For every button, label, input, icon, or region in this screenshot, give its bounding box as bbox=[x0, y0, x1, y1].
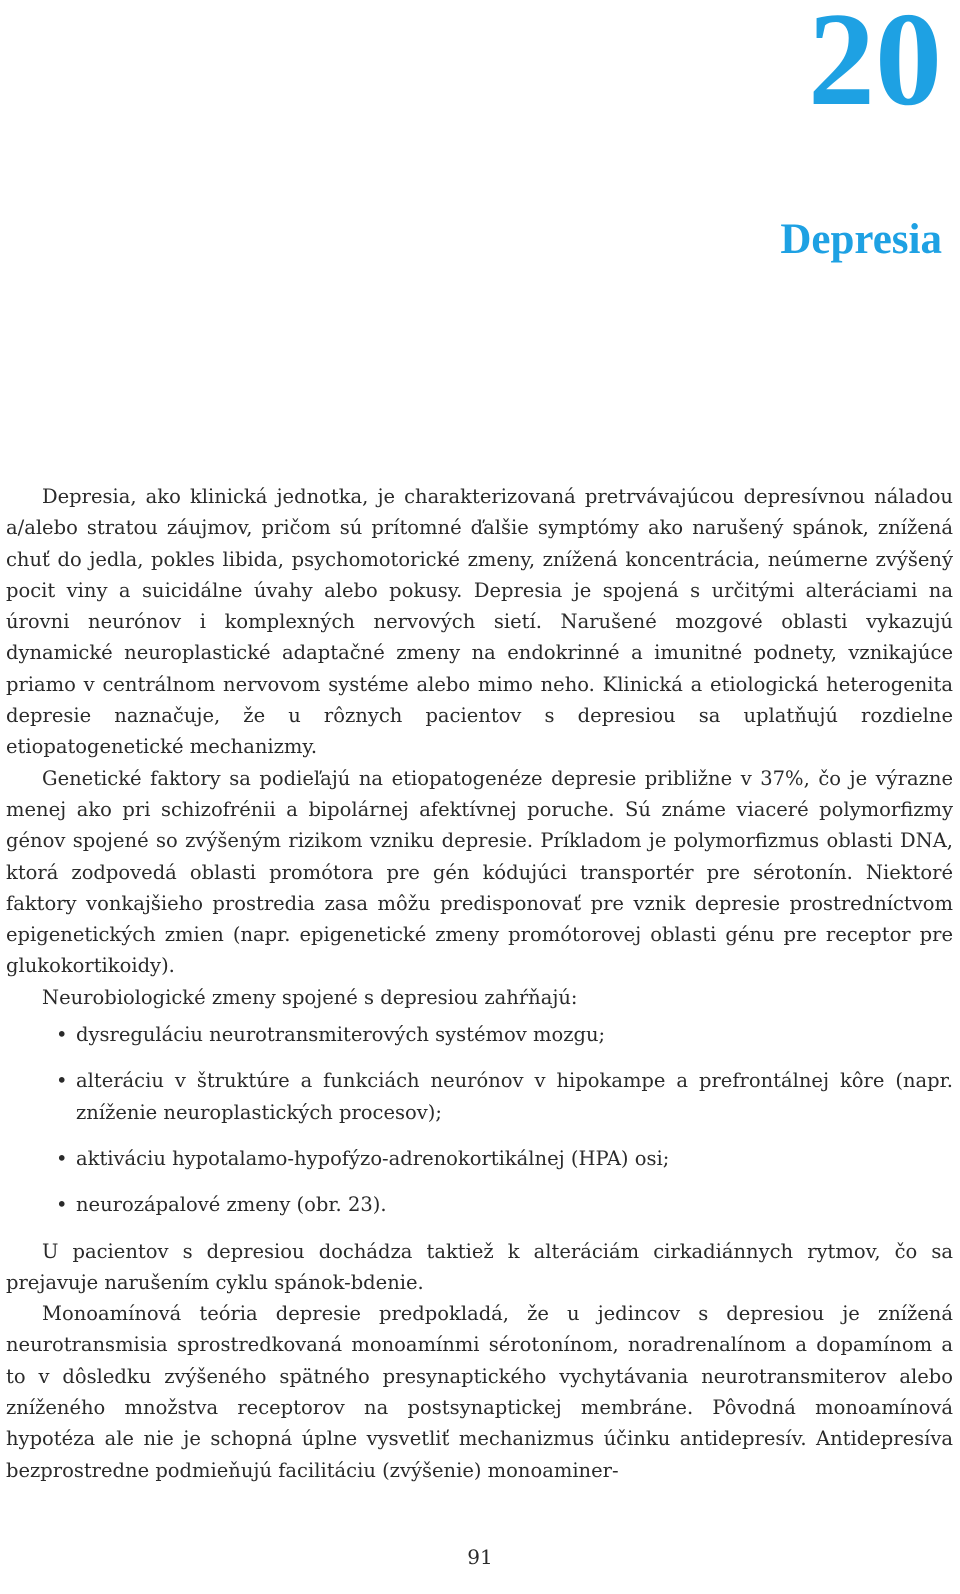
chapter-number: 20 bbox=[808, 0, 942, 133]
list-item-text: dysreguláciu neurotransmiterových systémov mozgu; bbox=[76, 1023, 606, 1047]
list-item-text: alteráciu v štruktúre a funkciách neurónov v hipokampe a prefrontálnej kôre (napr. zníženie neuroplastických procesov); bbox=[76, 1069, 953, 1124]
list-item bbox=[56, 1143, 953, 1174]
page-number: 91 bbox=[467, 1545, 493, 1569]
chapter-body bbox=[6, 481, 953, 1486]
paragraph-circadian: U pacientov s depresiou dochádza taktiež k alteráciám cirkadiánnych rytmov, čo sa prejavuje narušením cyklu spánok-bdenie. bbox=[6, 1239, 953, 1294]
paragraph-list-intro: Neurobiologické zmeny spojené s depresiou zahŕňajú: bbox=[42, 985, 578, 1009]
paragraph-intro: Depresia, ako klinická jednotka, je charakterizovaná pretrvávajúcou depresívnou náladou a/alebo stratou záujmov, pričom sú prítomné ďalšie symptómy ako narušený spánok, znížená chuť do jedla, pokles libida, psychomotorické zmeny, znížená koncentrácia, neúmerne zvýšený pocit viny a suicidálne úvahy alebo pokusy. Depresia je spojená s určitými alteráciami na úrovni neurónov i komplexných nervových sietí. Narušené mozgové oblasti vykazujú dynamické neuroplastické adaptačné zmeny na endokrinné a imunitné podnety, vznikajúce priamo v centrálnom nervovom systéme alebo mimo neho. Klinická a etiologická heterogenita depresie naznačuje, že u rôznych pacientov s depresiou sa uplatňujú rozdielne etiopatogenetické mechanizmy. bbox=[6, 485, 953, 759]
list-item bbox=[56, 1019, 953, 1050]
bullet-icon: • bbox=[56, 1023, 68, 1047]
bullet-icon: • bbox=[56, 1146, 68, 1170]
list-item bbox=[56, 1189, 953, 1220]
list-item-text: neurozápalové zmeny (obr. 23). bbox=[76, 1193, 387, 1217]
paragraph-monoamine: Monoamínová teória depresie predpokladá, že u jedincov s depresiou je znížená neurotransmisia sprostredkovaná monoamínmi sérotonínom, noradrenalínom a dopamínom a to v dôsledku zvýšeného spätného presynaptického vychytávania neurotransmiterov alebo zníženého množstva receptorov na postsynaptickej membráne. Pôvodná monoamínová hypotéza ale nie je schopná úplne vysvetliť mechanizmus účinku antidepresív. Antidepresíva bezprostredne podmieňujú facilitáciu (zvýšenie) monoaminer- bbox=[6, 1302, 953, 1482]
bullet-icon: • bbox=[56, 1069, 68, 1093]
list-item bbox=[56, 1065, 953, 1128]
list-item-text: aktiváciu hypotalamo-hypofýzo-adrenokortikálnej (HPA) osi; bbox=[76, 1146, 670, 1170]
neurobiological-changes-list bbox=[6, 1019, 953, 1220]
chapter-title: Depresia bbox=[780, 216, 942, 263]
paragraph-genetics: Genetické faktory sa podieľajú na etiopatogenéze depresie približne v 37%, čo je výrazne menej ako pri schizofrénii a bipolárnej afektívnej poruche. Sú známe viaceré polymorfizmy génov spojené so zvýšeným rizikom vzniku depresie. Príkladom je polymorfizmus oblasti DNA, ktorá zodpovedá oblasti promótora pre gén kódujúci transportér pre sérotonín. Niektoré faktory vonkajšieho prostredia zasa môžu predisponovať pre vznik depresie prostredníctvom epigenetických zmien (napr. epigenetické zmeny promótorovej oblasti génu pre receptor pre glukokortikoidy). bbox=[6, 766, 953, 978]
bullet-icon: • bbox=[56, 1193, 68, 1217]
